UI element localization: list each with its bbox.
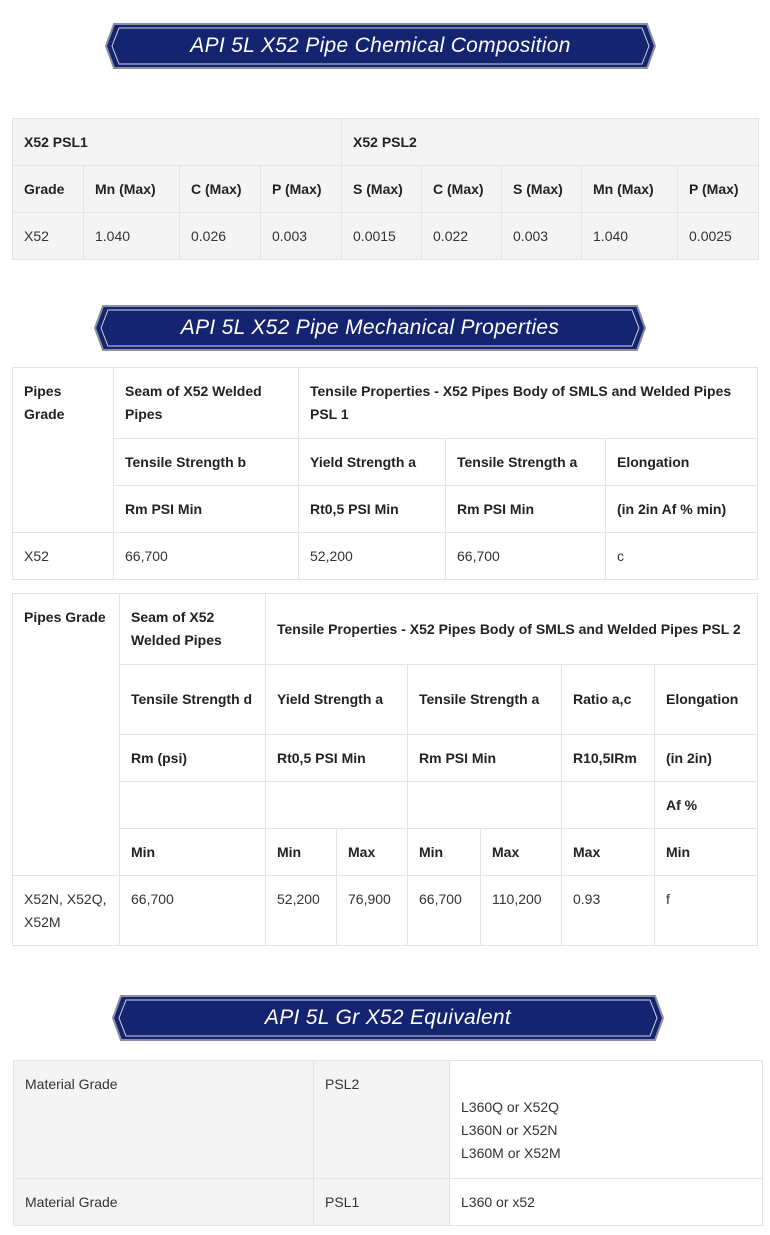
table-row: [13, 876, 758, 946]
equivalent-banner: [110, 993, 666, 1043]
table-row: [13, 119, 759, 166]
equivalent-value: L360M or X52M: [461, 1145, 561, 1161]
table-cell: 0.0015: [342, 213, 422, 260]
column-header: Elongation: [655, 665, 758, 735]
table-cell: 66,700: [114, 533, 299, 580]
psl2-group-header: X52 PSL2: [342, 119, 759, 166]
equivalent-value: L360Q or X52Q: [461, 1099, 560, 1115]
column-header: P (Max): [261, 166, 342, 213]
equivalent-value: L360N or X52N: [461, 1122, 558, 1138]
column-header: Grade: [13, 166, 84, 213]
psl-label: PSL2: [314, 1061, 450, 1179]
equivalent-title: API 5L Gr X52 Equivalent: [264, 1006, 512, 1029]
column-header: Min: [655, 829, 758, 876]
table-cell: 1.040: [582, 213, 678, 260]
table-row: [14, 1179, 763, 1226]
column-header: C (Max): [180, 166, 261, 213]
column-header: Ratio a,c: [562, 665, 655, 735]
table-cell: 52,200: [266, 876, 337, 946]
psl-label: PSL1: [314, 1179, 450, 1226]
table-cell: X52: [13, 533, 114, 580]
table-cell: [408, 782, 562, 829]
table-cell: 0.003: [261, 213, 342, 260]
column-header: P (Max): [678, 166, 759, 213]
table-row: [13, 594, 758, 665]
column-header: Max: [481, 829, 562, 876]
column-header: Yield Strength a: [266, 665, 408, 735]
table-row: [14, 1061, 763, 1179]
column-header: Tensile Strength d: [120, 665, 266, 735]
column-header: S (Max): [502, 166, 582, 213]
table-cell: 66,700: [446, 533, 606, 580]
column-header: Rt0,5 PSI Min: [299, 486, 446, 533]
column-header: Rm (psi): [120, 735, 266, 782]
table-row: [13, 533, 758, 580]
mechanical-psl2-table: [12, 593, 758, 946]
column-header: Mn (Max): [84, 166, 180, 213]
table-cell: X52N, X52Q, X52M: [13, 876, 120, 946]
table-cell: [562, 782, 655, 829]
equivalent-value: L360 or x52: [450, 1179, 763, 1226]
column-header: S (Max): [342, 166, 422, 213]
table-cell: 66,700: [120, 876, 266, 946]
column-header: Min: [266, 829, 337, 876]
column-header: Max: [337, 829, 408, 876]
psl1-group-header: X52 PSL1: [13, 119, 342, 166]
column-header: Tensile Strength a: [446, 439, 606, 486]
table-cell: 66,700: [408, 876, 481, 946]
seam-header: Seam of X52 Welded Pipes: [120, 594, 266, 665]
equivalent-values-cell: [450, 1061, 763, 1179]
tensile-properties-header: Tensile Properties - X52 Pipes Body of SMLS and Welded Pipes PSL 1: [299, 368, 758, 439]
table-cell: 0.026: [180, 213, 261, 260]
table-row: [13, 782, 758, 829]
table-row: [13, 665, 758, 735]
column-header: Tensile Strength a: [408, 665, 562, 735]
equivalent-table: [13, 1060, 763, 1226]
column-header: (in 2in Af % min): [606, 486, 758, 533]
column-header: Af %: [655, 782, 758, 829]
column-header: Min: [120, 829, 266, 876]
column-header: R10,5IRm: [562, 735, 655, 782]
table-cell: 0.003: [502, 213, 582, 260]
column-header: Rm PSI Min: [446, 486, 606, 533]
chemical-composition-title: API 5L X52 Pipe Chemical Composition: [190, 34, 571, 57]
table-row: [13, 166, 759, 213]
column-header: Mn (Max): [582, 166, 678, 213]
column-header: Rm PSI Min: [408, 735, 562, 782]
pipes-grade-header: Pipes Grade: [13, 594, 120, 876]
tensile-properties-header: Tensile Properties - X52 Pipes Body of SMLS and Welded Pipes PSL 2: [266, 594, 758, 665]
column-header: Yield Strength a: [299, 439, 446, 486]
table-cell: [266, 782, 408, 829]
material-grade-label: Material Grade: [14, 1179, 314, 1226]
table-row: [13, 486, 758, 533]
table-cell: 0.022: [422, 213, 502, 260]
table-row: [13, 439, 758, 486]
table-cell: X52: [13, 213, 84, 260]
table-cell: 0.93: [562, 876, 655, 946]
column-header: Min: [408, 829, 481, 876]
table-cell: 110,200: [481, 876, 562, 946]
table-cell: c: [606, 533, 758, 580]
seam-header: Seam of X52 Welded Pipes: [114, 368, 299, 439]
table-cell: f: [655, 876, 758, 946]
table-row: [13, 368, 758, 439]
column-header: Elongation: [606, 439, 758, 486]
table-cell: 0.0025: [678, 213, 759, 260]
table-cell: 52,200: [299, 533, 446, 580]
pipes-grade-header: Pipes Grade: [13, 368, 114, 533]
table-cell: 1.040: [84, 213, 180, 260]
table-row: [13, 735, 758, 782]
column-header: Rm PSI Min: [114, 486, 299, 533]
material-grade-label: Material Grade: [14, 1061, 314, 1179]
column-header: C (Max): [422, 166, 502, 213]
mechanical-psl1-table: [12, 367, 758, 580]
table-row: [13, 829, 758, 876]
column-header: (in 2in): [655, 735, 758, 782]
table-cell: 76,900: [337, 876, 408, 946]
table-cell: [120, 782, 266, 829]
mechanical-properties-banner: [92, 303, 648, 353]
chemical-composition-banner: [103, 21, 658, 71]
chemical-composition-table: [12, 118, 759, 260]
table-row: [13, 213, 759, 260]
mechanical-properties-title: API 5L X52 Pipe Mechanical Properties: [180, 316, 560, 339]
column-header: Tensile Strength b: [114, 439, 299, 486]
column-header: Max: [562, 829, 655, 876]
column-header: Rt0,5 PSI Min: [266, 735, 408, 782]
